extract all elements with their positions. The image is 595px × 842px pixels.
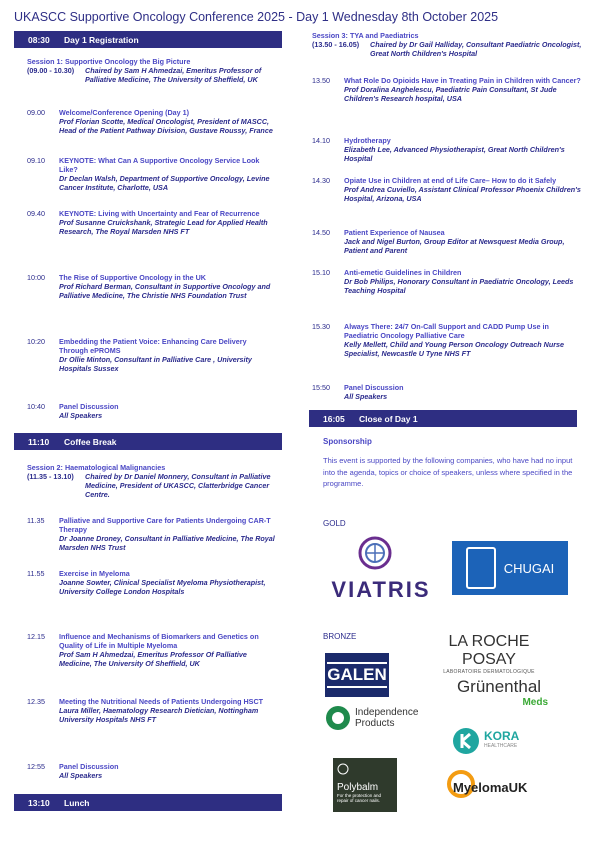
- agenda-item: [312, 322, 582, 358]
- agenda-item: [312, 136, 582, 163]
- agenda-item-time: 09.00: [27, 108, 45, 117]
- close-bar: [309, 410, 577, 427]
- agenda-item-speaker: Dr Declan Walsh, Department of Supportive Oncology, Levine Cancer Institute, Charlotte, USA: [59, 174, 270, 192]
- chugai-text: CHUGAI: [503, 560, 555, 576]
- agenda-item-time: 09.40: [27, 209, 45, 218]
- agenda-item-speaker: All Speakers: [59, 411, 103, 420]
- chugai-logo: [452, 541, 568, 595]
- viatris-globe-icon: [325, 536, 437, 572]
- gold-label: GOLD: [323, 519, 346, 528]
- session1-time: (09.00 - 10.30): [27, 66, 75, 75]
- agenda-item-time: 12.15: [27, 632, 45, 641]
- agenda-item: [312, 268, 582, 295]
- galen-logo: [325, 653, 389, 697]
- session2-chair: Chaired by Dr Daniel Monnery, Consultant in Palliative Medicine, President of UKASCC, Clatterbridge Cancer Centre.: [85, 472, 271, 499]
- polybalm-logo: [333, 758, 397, 812]
- session3-header: [312, 31, 582, 58]
- agenda-item-time: 14.10: [312, 136, 330, 145]
- session3-time: (13.50 - 16.05): [312, 40, 360, 49]
- agenda-item-title: Palliative and Supportive Care for Patients Undergoing CAR-T Therapy: [59, 516, 271, 534]
- grunenthal-text: Grünenthal: [456, 677, 542, 696]
- agenda-item-title: Panel Discussion: [59, 402, 119, 411]
- agenda-item-title: Influence and Mechanisms of Biomarkers and Genetics on Quality of Life in Multiple Myeloma: [59, 632, 259, 650]
- independence-text-1: Independence: [355, 707, 419, 718]
- coffee-time: 11:10: [28, 436, 50, 447]
- agenda-item-time: 14.50: [312, 228, 330, 237]
- agenda-item: [27, 697, 277, 724]
- lunch-bar: [14, 794, 282, 811]
- agenda-item-title: Patient Experience of Nausea: [344, 228, 445, 237]
- agenda-item-title: Hydrotherapy: [344, 136, 391, 145]
- agenda-item: [27, 156, 277, 192]
- agenda-item-speaker: All Speakers: [59, 771, 103, 780]
- agenda-item: [27, 273, 277, 300]
- agenda-item-title: Exercise in Myeloma: [59, 569, 130, 578]
- agenda-item-title: Panel Discussion: [344, 383, 404, 392]
- galen-text: GALEN: [327, 662, 387, 688]
- agenda-item: [27, 402, 277, 420]
- agenda-item-speaker: Kelly Mellett, Child and Young Person Oncology Outreach Nurse Specialist, Newcastle U Tyne NHS FT: [344, 340, 565, 358]
- agenda-item: [27, 762, 277, 780]
- polybalm-leaf-icon: [337, 763, 349, 775]
- agenda-item-title: Embedding the Patient Voice: Enhancing Care Delivery Through ePROMS: [59, 337, 247, 355]
- independence-logo: [325, 703, 440, 733]
- agenda-item-title: Welcome/Conference Opening (Day 1): [59, 108, 190, 117]
- agenda-item-speaker: Dr Bob Philips, Honorary Consultant in Paediatric Oncology, Leeds Teaching Hospital: [344, 277, 574, 295]
- agenda-item-speaker: Laura Miller, Haematology Research Dietician, Nottingham University Hospitals NHS FT: [59, 706, 259, 724]
- agenda-item-time: 15.30: [312, 322, 330, 331]
- agenda-item-speaker: Elizabeth Lee, Advanced Physiotherapist, Great North Children's Hospital: [344, 145, 565, 163]
- page-title: UKASCC Supportive Oncology Conference 2025 - Day 1 Wednesday 8th October 2025: [14, 10, 499, 24]
- agenda-item-title: Meeting the Nutritional Needs of Patients Undergoing HSCT: [59, 697, 264, 706]
- session2-time: (11.35 - 13.10): [27, 472, 74, 481]
- agenda-item-speaker: Jack and Nigel Burton, Group Editor at Newsquest Media Group, Patient and Parent: [344, 237, 565, 255]
- agenda-item-time: 14.30: [312, 176, 330, 185]
- agenda-item: [27, 569, 277, 596]
- kora-logo: [452, 723, 532, 759]
- agenda-item-speaker: Prof Florian Scotte, Medical Oncologist, President of MASCC, Head of the Patient Pathway Division, Gustave Roussy, France: [59, 117, 273, 135]
- registration-label: Day 1 Registration: [64, 34, 139, 45]
- viatris-logo: [325, 536, 437, 600]
- agenda-item: [312, 383, 582, 401]
- registration-time: 08:30: [28, 34, 50, 45]
- session3-chair: Chaired by Dr Gail Halliday, Consultant Paediatric Oncologist, Great North Children's Hospital: [370, 40, 582, 58]
- lunch-label: Lunch: [64, 797, 90, 808]
- agenda-item-time: 10:20: [27, 337, 45, 346]
- close-label: Close of Day 1: [359, 413, 418, 424]
- agenda-item: [312, 176, 582, 203]
- session2-title: Session 2: Haematological Malignancies: [27, 463, 166, 472]
- bronze-label: BRONZE: [323, 632, 357, 641]
- viatris-text: VIATRIS: [331, 577, 431, 602]
- grunenthal-logo: [444, 677, 554, 711]
- agenda-item-title: Opiate Use in Children at end of Life Care– How to do it Safely: [344, 176, 557, 185]
- coffee-label: Coffee Break: [64, 436, 117, 447]
- agenda-item-speaker: Prof Susanne Cruickshank, Strategic Lead for Applied Health Research, The Royal Marsden NHS FT: [59, 218, 268, 236]
- agenda-item-speaker: Prof Andrea Cuviello, Assistant Clinical Professor Phoenix Children's Hospital, Arizona, USA: [344, 185, 581, 203]
- agenda-item: [27, 516, 277, 552]
- agenda-item-title: KEYNOTE: Living with Uncertainty and Fear of Recurrence: [59, 209, 260, 218]
- agenda-item-time: 13.50: [312, 76, 330, 85]
- agenda-item-time: 11.35: [27, 516, 45, 525]
- session1-chair: Chaired by Sam H Ahmedzai, Emeritus Professor of Palliative Medicine, The University of Sheffield, UK: [85, 66, 262, 84]
- myeloma-logo: [447, 770, 539, 804]
- agenda-item-title: Always There: 24/7 On-Call Support and CADD Pump Use in Paediatric Oncology Palliative Care: [344, 322, 549, 340]
- agenda-item-time: 09.10: [27, 156, 45, 165]
- agenda-item-time: 12.35: [27, 697, 45, 706]
- session2-header: [27, 463, 277, 499]
- agenda-item-speaker: All Speakers: [344, 392, 388, 401]
- polybalm-text: Polybalm: [337, 782, 379, 793]
- agenda-item-speaker: Prof Richard Berman, Consultant in Supportive Oncology and Palliative Medicine, The Christie NHS Foundation Trust: [59, 282, 271, 300]
- agenda-item-time: 11.55: [27, 569, 45, 578]
- agenda-item-title: Anti-emetic Guidelines in Children: [344, 268, 462, 277]
- agenda-item-time: 15:50: [312, 383, 330, 392]
- agenda-item-time: 12:55: [27, 762, 45, 771]
- agenda-item: [27, 337, 277, 373]
- agenda-item-speaker: Dr Ollie Minton, Consultant in Palliative Care , University Hospitals Sussex: [59, 355, 252, 373]
- chugai-emblem-icon: [466, 547, 496, 589]
- agenda-item-time: 10:00: [27, 273, 45, 282]
- agenda-item-time: 15.10: [312, 268, 330, 277]
- agenda-item-title: Panel Discussion: [59, 762, 119, 771]
- agenda-item-speaker: Prof Doralina Anghelescu, Paediatric Pain Consultant, St Jude Children's Research hospital, USA: [344, 85, 557, 103]
- sponsorship-text: This event is supported by the following companies, who have had no input into the agenda, topics or choice of speakers, unless where specified in the programme.: [323, 456, 573, 488]
- agenda-item-title: What Role Do Opioids Have in Treating Pain in Children with Cancer?: [344, 76, 581, 85]
- agenda-item-title: The Rise of Supportive Oncology in the UK: [59, 273, 206, 282]
- agenda-item-time: 10:40: [27, 402, 45, 411]
- laroche-subtext: LABORATOIRE DERMATOLOGIQUE: [443, 669, 535, 675]
- agenda-item-speaker: Dr Joanne Droney, Consultant in Palliative Medicine, The Royal Marsden NHS Trust: [59, 534, 275, 552]
- session1-title: Session 1: Supportive Oncology the Big Picture: [27, 57, 191, 66]
- kora-icon: [452, 727, 480, 755]
- grunenthal-subtext: Meds: [522, 697, 548, 708]
- agenda-item: [312, 76, 582, 103]
- session3-title: Session 3: TYA and Paediatrics: [312, 31, 419, 40]
- independence-icon: [325, 705, 351, 731]
- polybalm-subtext: For the protection and repair of cancer nails.: [337, 793, 382, 803]
- myeloma-text: MyelomaUK: [453, 779, 528, 795]
- agenda-item: [27, 632, 277, 668]
- registration-bar: [14, 31, 282, 48]
- close-time: 16:05: [323, 413, 345, 424]
- independence-text-2: Products: [355, 718, 395, 729]
- laroche-text: LA ROCHE POSAY: [448, 633, 530, 668]
- sponsorship-heading: Sponsorship: [323, 437, 372, 446]
- agenda-item-speaker: Prof Sam H Ahmedzai, Emeritus Professor Of Palliative Medicine, The University Of Sheffield, UK: [59, 650, 247, 668]
- agenda-item: [27, 108, 277, 135]
- agenda-item: [27, 209, 277, 236]
- agenda-item-speaker: Joanne Sowter, Clinical Specialist Myeloma Physiotherapist, University College London Hospitals: [59, 578, 266, 596]
- kora-subtext: HEALTHCARE: [484, 743, 518, 749]
- lunch-time: 13:10: [28, 797, 50, 808]
- agenda-item: [312, 228, 582, 255]
- kora-text: KORA: [484, 729, 520, 743]
- agenda-item-title: KEYNOTE: What Can A Supportive Oncology Service Look Like?: [59, 156, 260, 174]
- coffee-bar: [14, 433, 282, 450]
- session1-header: [27, 57, 277, 84]
- laroche-logo: [427, 633, 551, 675]
